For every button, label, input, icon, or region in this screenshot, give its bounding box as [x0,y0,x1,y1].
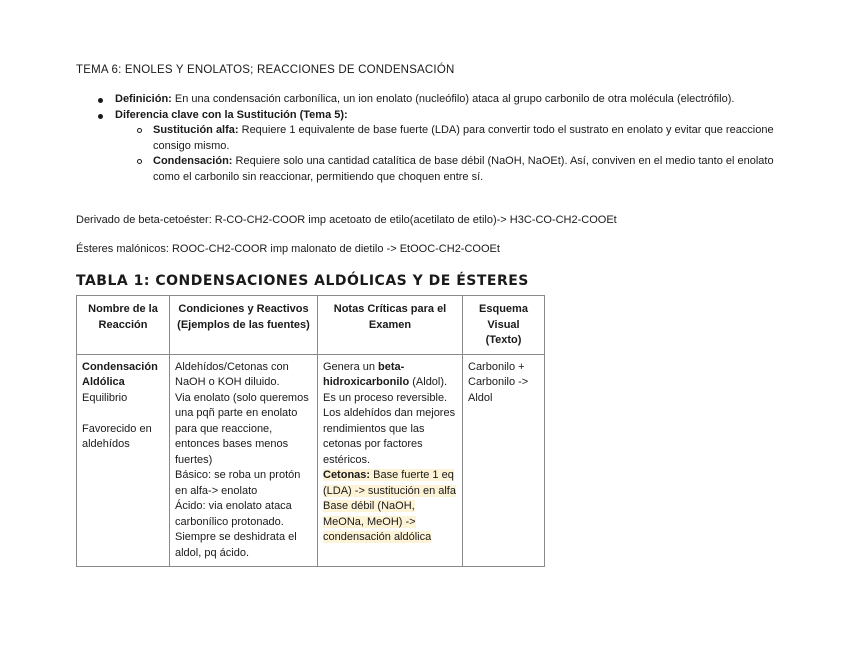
subbullet-condensacion [76,154,776,185]
cell-esquema: Carbonilo + Carbonilo -> Aldol [463,354,545,567]
notes-bold: beta-hidroxicarbonilo [323,360,410,388]
table-row [77,354,545,567]
header-notas: Notas Críticas para el Examen [318,296,463,355]
document-title: TEMA 6: ENOLES Y ENOLATOS; REACCIONES DE CONDENSACIÓN [76,64,455,76]
bullet-definicion [76,92,776,108]
cell-nombre [77,354,170,567]
table-title: TABLA 1: CONDENSACIONES ALDÓLICAS Y DE ÉSTERES [76,273,529,289]
paragraph-malonicos: Ésteres malónicos: ROOC-CH2-COOR imp malonato de dietilo -> EtOOC-CH2-COOEt [76,243,500,255]
header-esquema: Esquema Visual (Texto) [463,296,545,355]
subbullet-sustitucion [76,123,776,154]
header-nombre: Nombre de la Reacción [77,296,170,355]
notes-pre: Genera un [323,360,379,373]
condensation-table [76,295,545,567]
bullet-dot-icon [98,114,103,119]
cond-line-2: Via enolato (solo queremos una pqñ parte en enolato para que reaccione, entonces bases menos fuertes) [175,391,309,466]
bullet-circle-icon [137,159,142,164]
header-condiciones: Condiciones y Reactivos (Ejemplos de las fuentes) [170,296,318,355]
cell-notas [318,354,463,567]
sustitucion-text: Requiere 1 equivalente de base fuerte (LDA) para convertir todo el sustrato en enolato y evitar que reaccione consigo mismo. [153,124,774,152]
condensacion-label: Condensación: [153,155,233,167]
cond-line-1: Aldehídos/Cetonas con NaOH o KOH diluido. [175,360,289,388]
bullet-diferencia [76,108,776,124]
notes-highlight [323,469,456,543]
cond-line-5: Siempre se deshidrata el aldol, pq ácido. [175,531,297,559]
reaction-favorecido: Favorecido en aldehídos [82,422,152,450]
notes-highlight-text: Base fuerte 1 eq (LDA) -> sustitución en alfa Base débil (NaOH, MeONa, MeOH) -> condensación aldólica [323,469,456,543]
definicion-label: Definición: [115,93,172,105]
table-header-row [77,296,545,355]
cond-line-4: Ácido: via enolato ataca carbonílico protonado. [175,500,292,528]
sustitucion-label: Sustitución alfa: [153,124,239,136]
diferencia-label: Diferencia clave con la Sustitución (Tema 5): [115,108,348,121]
bullet-list [76,92,776,185]
cell-condiciones [170,354,318,567]
cond-line-3: Básico: se roba un protón en alfa-> enolato [175,469,301,497]
paragraph-betacetoester: Derivado de beta-cetoéster: R-CO-CH2-COOR imp acetoato de etilo(acetilato de etilo)-> H3C-CO-CH2-COOEt [76,214,617,226]
notes-post: (Aldol). Es un proceso reversible. Los aldehídos dan mejores rendimientos que las cetonas por factores estéricos. [323,376,456,466]
reaction-name: Condensación Aldólica [82,360,158,388]
condensacion-text: Requiere solo una cantidad catalítica de base débil (NaOH, NaOEt). Así, conviven en el medio tanto el enolato como el carbonilo sin reaccionar, permitiendo que choquen entre sí. [153,155,774,183]
definicion-text: En una condensación carbonílica, un ion enolato (nucleófilo) ataca al grupo carbonilo de otra molécula (electrófilo). [171,93,735,105]
reaction-equilibrio: Equilibrio [82,391,128,404]
bullet-dot-icon [98,98,103,103]
notes-highlight-label: Cetonas: [323,469,371,481]
bullet-circle-icon [137,128,142,133]
